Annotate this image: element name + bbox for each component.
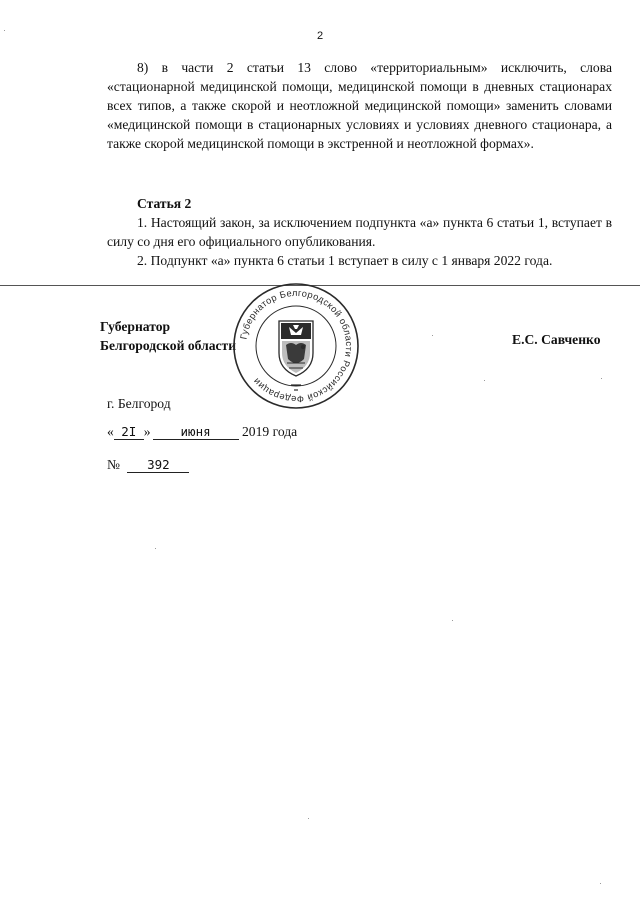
date-month: июня [153,424,239,440]
document-number [107,457,189,473]
scan-speck [484,380,485,381]
position-line-2: Белгородской области [100,338,237,353]
signatory-position [100,317,236,355]
scan-speck [452,620,453,621]
signing-date [107,424,297,440]
scan-speck [600,883,601,884]
item-8-paragraph: 8) в части 2 статьи 13 слово «территориальным» исключить, слова «стационарной медицинской помощи, медицинской помощи в дневных стационарах всех типов, а также скорой и неотложной медицинской помощи» заменить словами «медицинской помощи в стационарных условиях и условиях дневного стационара, а также скорой медицинской помощи в экстренной и неотложной формах». [107,60,612,151]
coat-of-arms-icon [279,321,313,376]
page-number: 2 [316,30,324,42]
article-2-paragraph-1: 1. Настоящий закон, за исключением подпункта «а» пункта 6 статьи 1, вступает в силу со дня его официального опубликования. [107,215,612,249]
date-close-quote: » [143,424,151,439]
date-day: 2I [114,424,144,440]
scan-speck [155,548,156,549]
number-value: 392 [127,457,189,473]
article-2-paragraph-2: 2. Подпункт «а» пункта 6 статьи 1 вступает в силу с 1 января 2022 года. [137,253,553,268]
official-seal-icon [231,281,361,411]
number-label: № [107,457,120,472]
article-2-title: Статья 2 [137,196,192,211]
position-line-1: Губернатор [100,319,171,334]
scan-speck [4,30,5,31]
date-year: 2019 года [242,424,298,439]
scan-speck [432,335,433,336]
scan-speck [308,818,309,819]
signatory-name: Е.С. Савченко [512,332,601,347]
date-open-quote: « [107,424,114,439]
seal-ring-text: Губернатор Белгородской области Российской Федерации [238,287,355,405]
place-of-signing: г. Белгород [107,396,171,411]
scan-speck [601,378,602,379]
